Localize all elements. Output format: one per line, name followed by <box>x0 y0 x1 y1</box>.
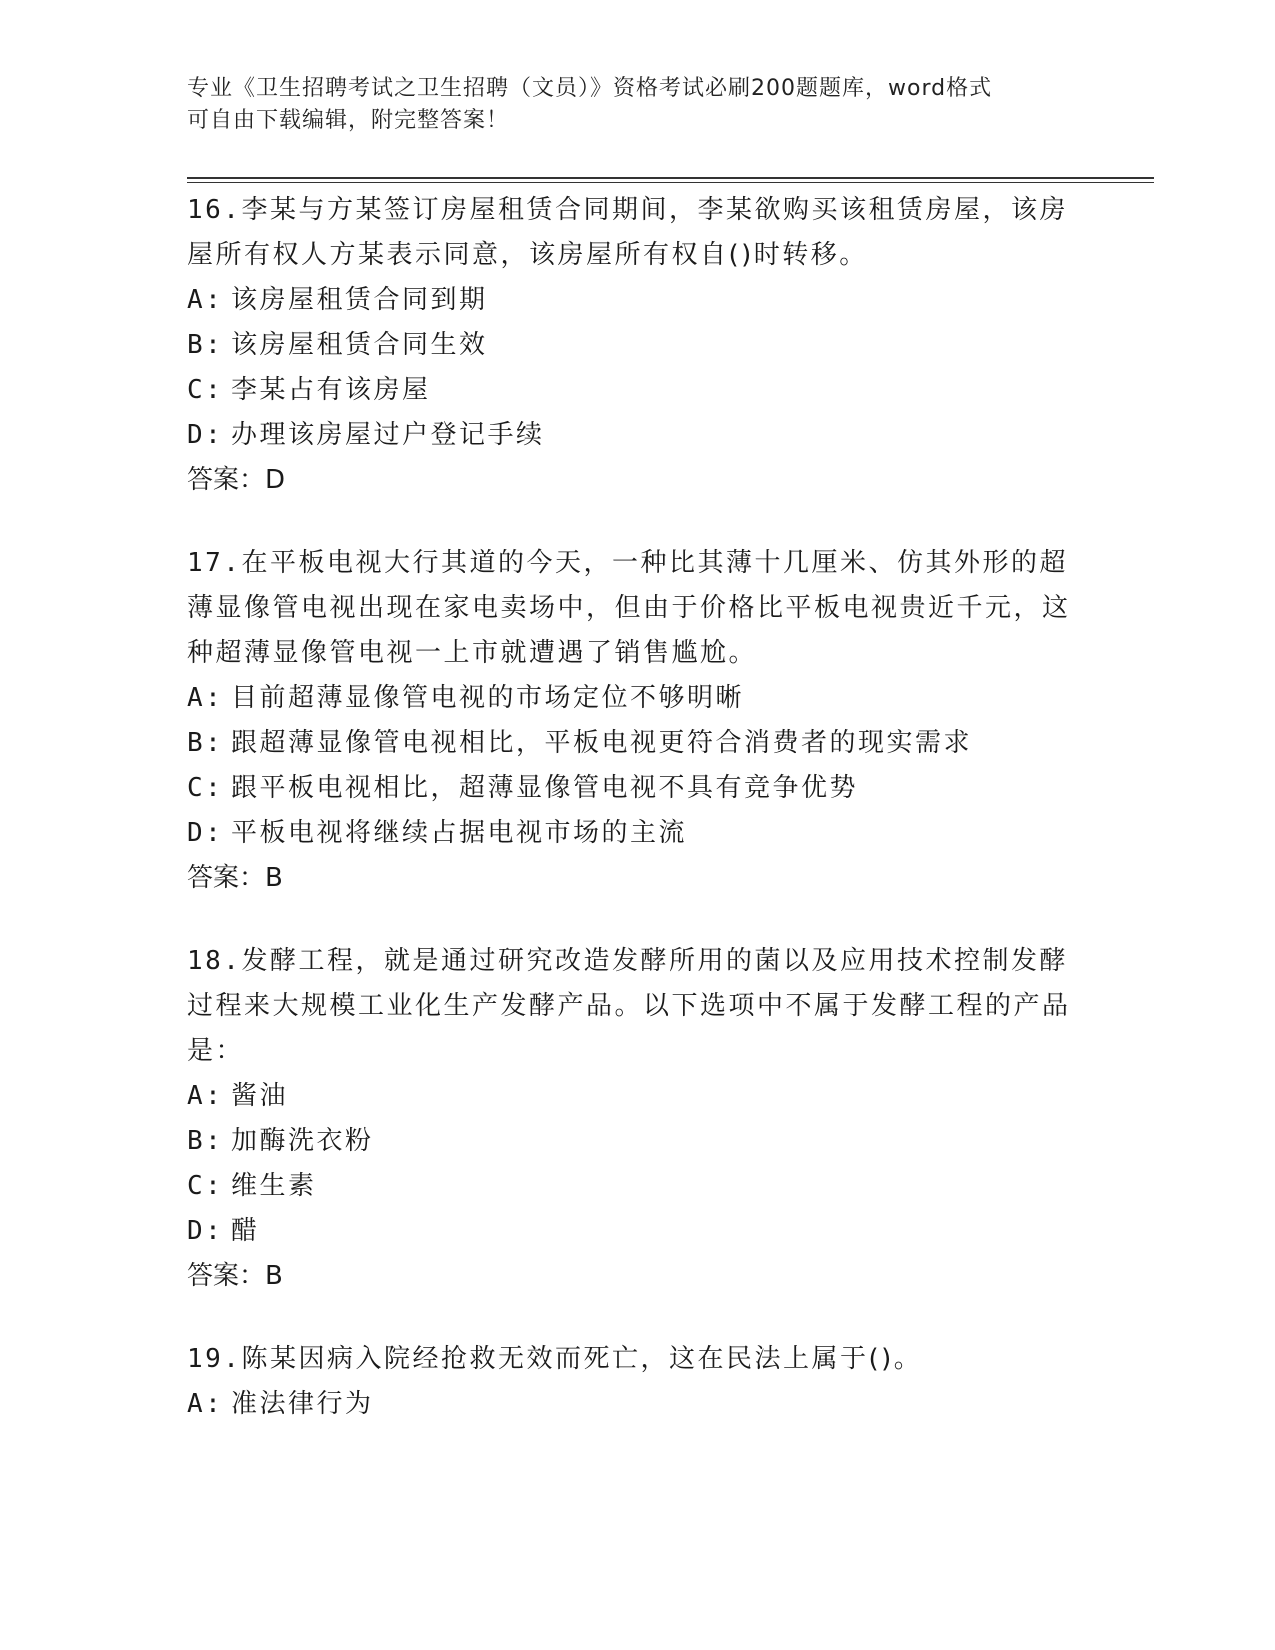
option-a <box>187 676 1087 721</box>
option-a <box>187 1074 1087 1119</box>
question-text: 陈某因病入院经抢救无效而死亡，这在民法上属于()。 <box>241 1344 923 1374</box>
option-c <box>187 368 1087 413</box>
option-c <box>187 1164 1087 1209</box>
option-text: 准法律行为 <box>231 1389 374 1419</box>
header-divider-thick <box>187 177 1154 179</box>
question-number: 19. <box>187 1344 242 1374</box>
option-text: 平板电视将继续占据电视市场的主流 <box>231 818 688 848</box>
question-17 <box>187 541 1087 901</box>
option-letter: D: <box>187 420 224 450</box>
option-b <box>187 323 1087 368</box>
option-b <box>187 721 1087 766</box>
option-text: 跟平板电视相比，超薄显像管电视不具有竞争优势 <box>231 773 859 803</box>
question-18 <box>187 939 1087 1299</box>
option-letter: B: <box>187 330 224 360</box>
question-text: 在平板电视大行其道的今天，一种比其薄十几厘米、仿其外形的超薄显像管电视出现在家电卖场中，但由于价格比平板电视贵近千元，这种超薄显像管电视一上市就遭遇了销售尴尬。 <box>187 548 1071 668</box>
option-text: 李某占有该房屋 <box>231 375 431 405</box>
question-number: 18. <box>187 946 242 976</box>
option-letter: C: <box>187 375 224 405</box>
option-letter: C: <box>187 773 224 803</box>
question-text: 李某与方某签订房屋租赁合同期间，李某欲购买该租赁房屋，该房屋所有权人方某表示同意，该房屋所有权自()时转移。 <box>187 195 1068 270</box>
option-text: 目前超薄显像管电视的市场定位不够明晰 <box>231 683 745 713</box>
option-letter: A: <box>187 683 224 713</box>
option-letter: C: <box>187 1171 224 1201</box>
option-letter: D: <box>187 818 224 848</box>
option-text: 该房屋租赁合同到期 <box>231 285 488 315</box>
question-text: 发酵工程，就是通过研究改造发酵所用的菌以及应用技术控制发酵过程来大规模工业化生产发酵产品。以下选项中不属于发酵工程的产品是： <box>187 946 1071 1066</box>
option-d <box>187 1209 1087 1254</box>
option-letter: B: <box>187 728 224 758</box>
option-d <box>187 811 1087 856</box>
option-text: 办理该房屋过户登记手续 <box>231 420 545 450</box>
question-stem <box>187 188 1087 278</box>
option-c <box>187 766 1087 811</box>
question-16 <box>187 188 1087 503</box>
option-text: 酱油 <box>231 1081 289 1111</box>
option-letter: A: <box>187 285 224 315</box>
header-subtitle-line: 可自由下载编辑，附完整答案！ <box>187 108 510 133</box>
option-b <box>187 1119 1087 1164</box>
header-title-line: 专业《卫生招聘考试之卫生招聘（文员）》资格考试必刷200题题库，word格式 <box>187 76 993 101</box>
answer-line: 答案：B <box>187 863 283 893</box>
option-d <box>187 413 1087 458</box>
option-a <box>187 278 1087 323</box>
question-stem <box>187 541 1087 676</box>
question-list <box>187 188 1087 1465</box>
option-text: 该房屋租赁合同生效 <box>231 330 488 360</box>
option-a <box>187 1382 1087 1427</box>
option-text: 维生素 <box>231 1171 317 1201</box>
header-divider-thin <box>187 182 1154 183</box>
document-header <box>187 73 1087 137</box>
option-text: 加酶洗衣粉 <box>231 1126 374 1156</box>
question-stem <box>187 939 1087 1074</box>
option-letter: A: <box>187 1081 224 1111</box>
answer-line: 答案：B <box>187 1261 283 1291</box>
option-letter: A: <box>187 1389 224 1419</box>
option-text: 醋 <box>231 1216 260 1246</box>
question-number: 17. <box>187 548 242 578</box>
answer-line: 答案：D <box>187 465 286 495</box>
question-19 <box>187 1337 1087 1427</box>
option-letter: D: <box>187 1216 224 1246</box>
option-text: 跟超薄显像管电视相比，平板电视更符合消费者的现实需求 <box>231 728 973 758</box>
question-stem <box>187 1337 1087 1382</box>
option-letter: B: <box>187 1126 224 1156</box>
question-number: 16. <box>187 195 242 225</box>
